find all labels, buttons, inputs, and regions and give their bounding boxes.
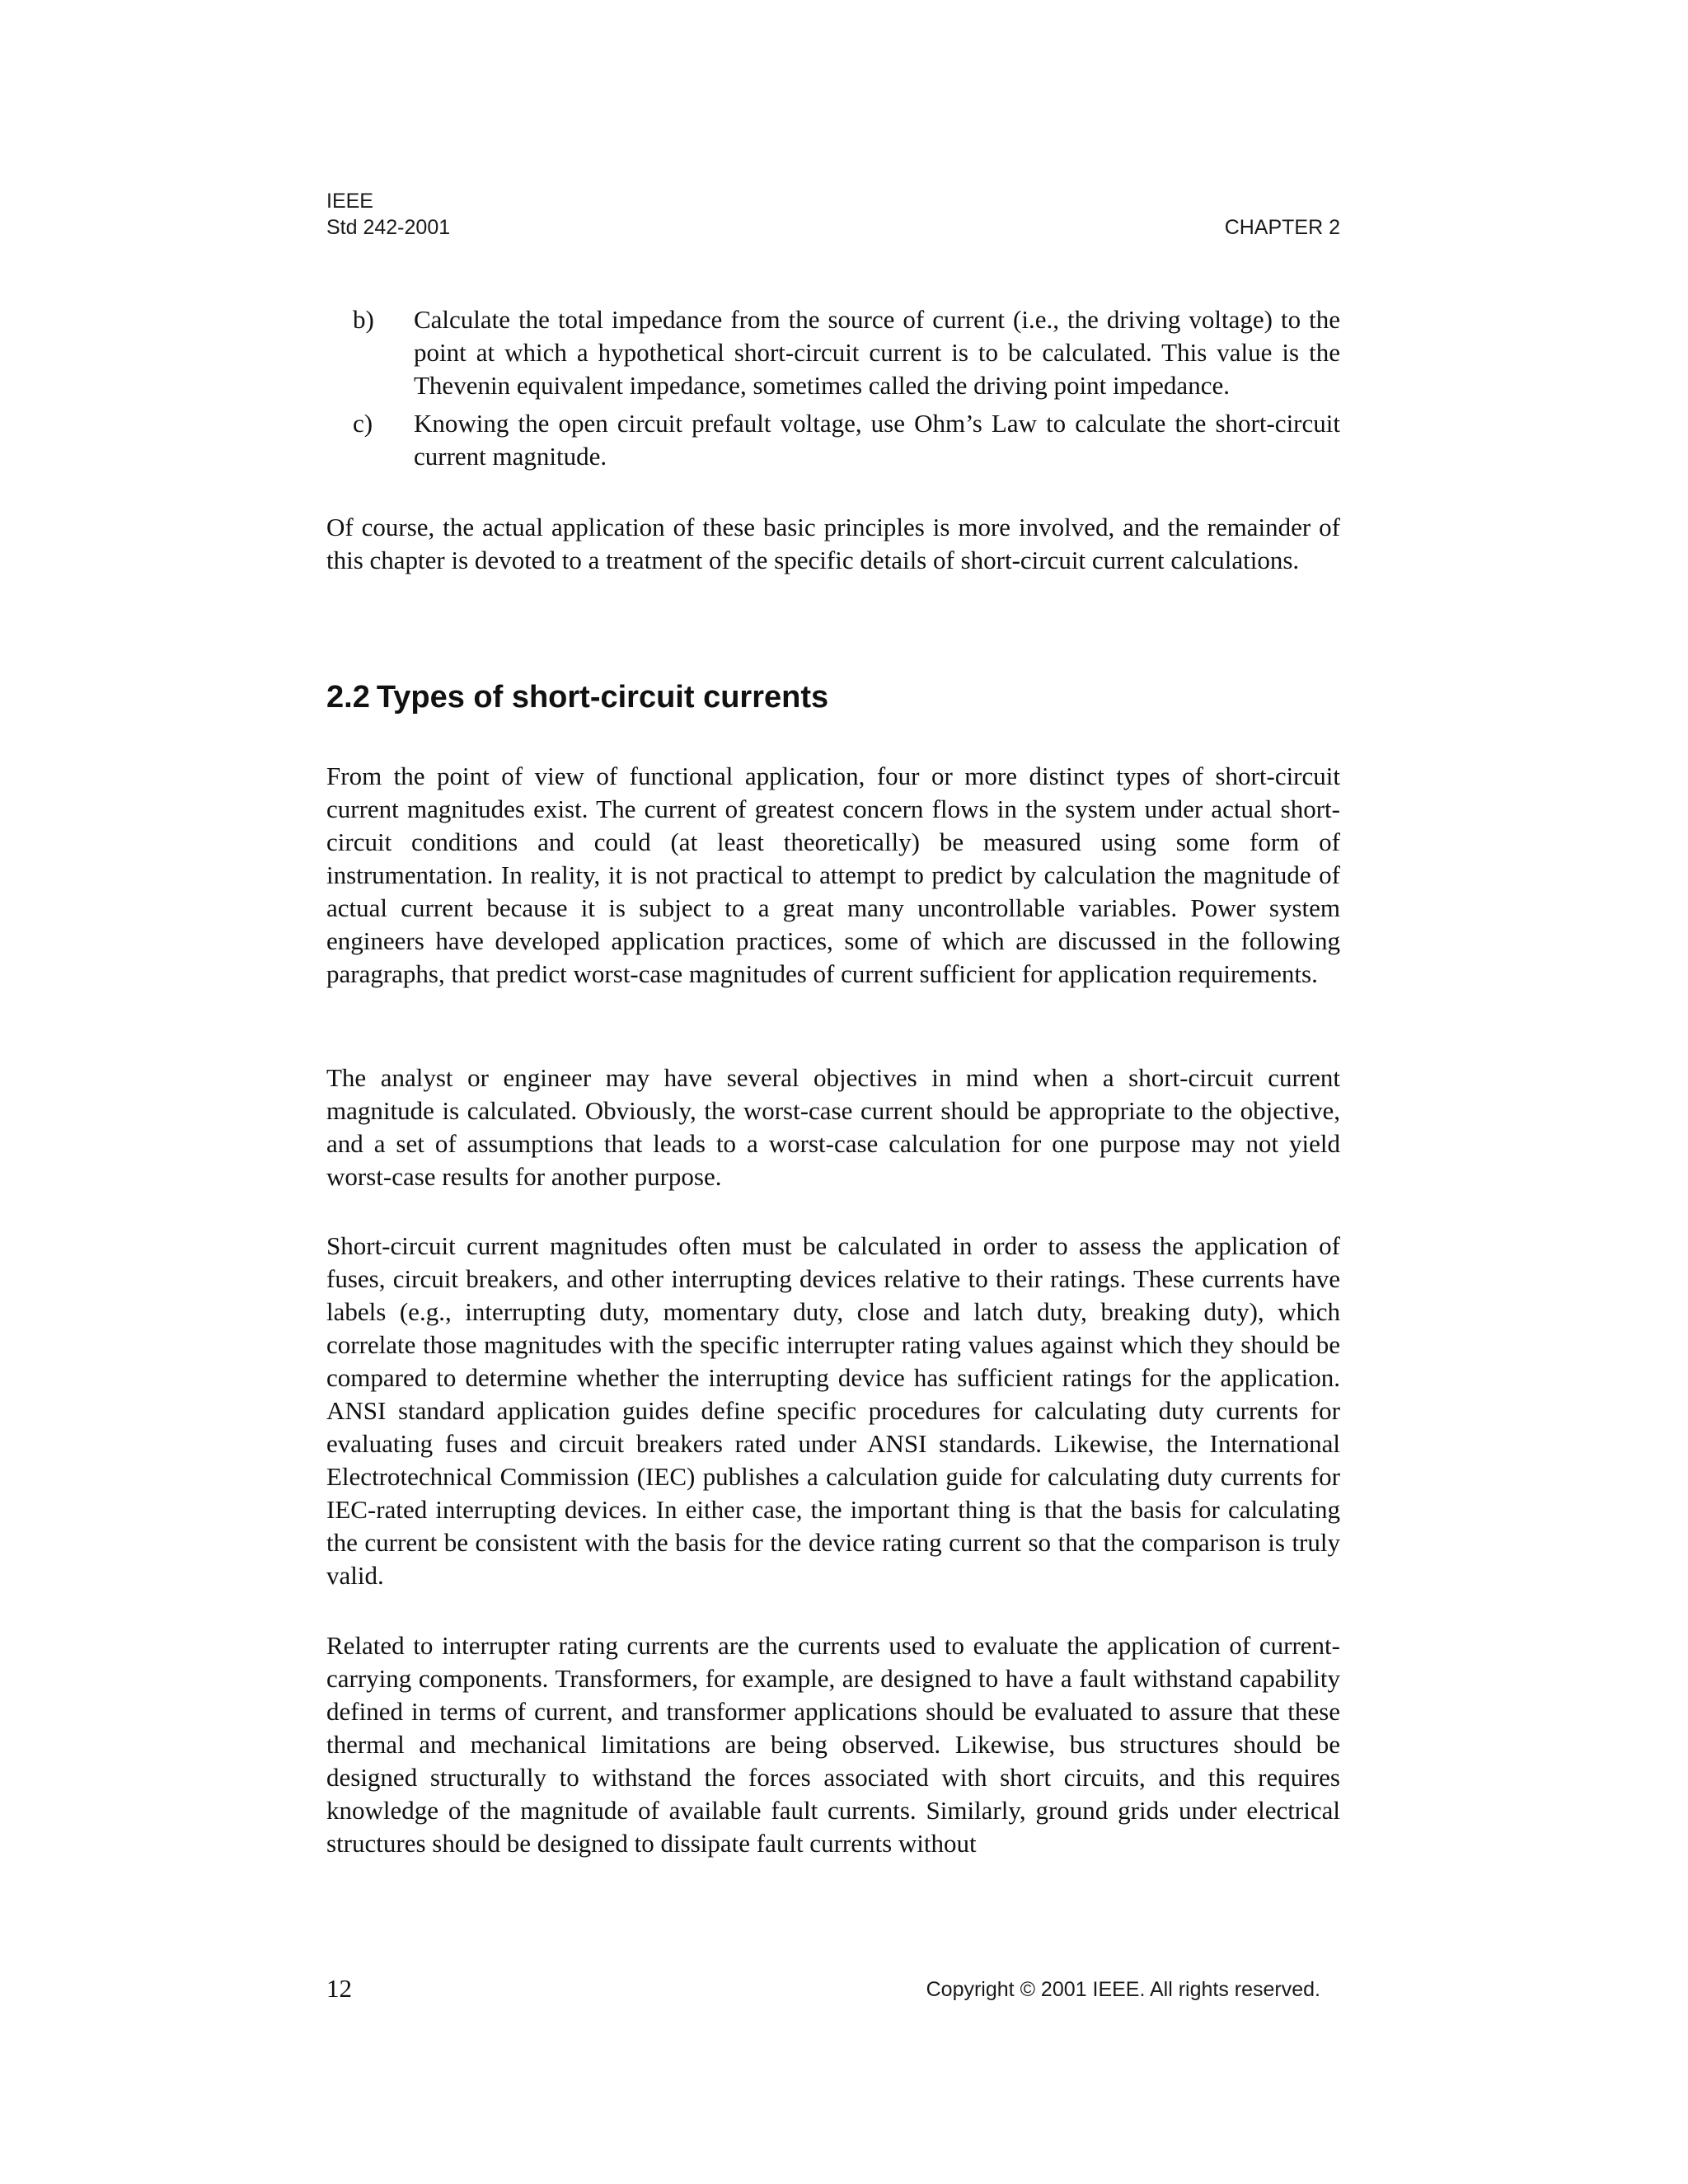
list-marker: c)	[353, 409, 373, 438]
paragraph-objectives: The analyst or engineer may have several objectives in mind when a short-circuit current magnitude is calculated. Obviously, the worst-case current should be appropriate to the objective, and a set of assumptions that leads to a worst-case calculation for one purpose may not yield worst-case results for another purpose.	[326, 1063, 1340, 1191]
list-item-text: Calculate the total impedance from the source of current (i.e., the driving voltage) to the point at which a hypothetical short-circuit current is to be calculated. This value is the Thevenin equivalent impedance, sometimes called the driving point impedance.	[414, 305, 1340, 400]
page-number: 12	[326, 1974, 352, 2003]
intro-paragraph: Of course, the actual application of these basic principles is more involved, and the remainder of this chapter is devoted to a treatment of the specific details of short-circuit current calculations.	[326, 513, 1340, 574]
copyright-notice: Copyright © 2001 IEEE. All rights reserved.	[926, 1978, 1320, 2001]
list-item-b	[326, 303, 1340, 402]
header-standard-number: Std 242-2001	[326, 216, 451, 239]
section-heading	[326, 680, 828, 715]
paragraph-functional-application: From the point of view of functional application, four or more distinct types of short-circuit current magnitudes exist. The current of greatest concern flows in the system under actual short-circuit conditions and could (at least theoretically) be measured using some form of instrumentation. In reality, it is not practical to attempt to predict by calculation the magnitude of actual current because it is subject to a great many uncontrollable variables. Power system engineers have developed application practices, some of which are discussed in the following paragraphs, that predict worst-case magnitudes of current sufficient for application requirements.	[326, 762, 1340, 988]
section-title: Types of short-circuit currents	[376, 680, 829, 715]
list-item-c	[326, 407, 1340, 473]
section-number: 2.2	[326, 680, 370, 715]
paragraph-interrupting-devices: Short-circuit current magnitudes often must be calculated in order to assess the application of fuses, circuit breakers, and other interrupting devices relative to their ratings. These currents have labels (e.g., interrupting duty, momentary duty, close and latch duty, breaking duty), which correlate those magnitudes with the specific interrupter rating values against which they should be compared to determine whether the interrupting device has sufficient ratings for the application. ANSI standard application guides define specific procedures for calculating duty currents for evaluating fuses and circuit breakers rated under ANSI standards. Likewise, the International Electrotechnical Commission (IEC) publishes a calculation guide for calculating duty currents for IEC-rated interrupting devices. In either case, the important thing is that the basis for calculating the current be consistent with the basis for the device rating current so that the comparison is truly valid.	[326, 1231, 1340, 1590]
header-chapter: CHAPTER 2	[1224, 216, 1340, 239]
running-header-left	[326, 188, 450, 241]
list-marker: b)	[353, 305, 374, 334]
header-org: IEEE	[326, 190, 373, 213]
list-item-text: Knowing the open circuit prefault voltage, use Ohm’s Law to calculate the short-circuit current magnitude.	[414, 409, 1340, 471]
paragraph-current-carrying-components: Related to interrupter rating currents are the currents used to evaluate the application of current-carrying components. Transformers, for example, are designed to have a fault withstand capability defined in terms of current, and transformer applications should be evaluated to assure that these thermal and mechanical limitations are being observed. Likewise, bus structures should be designed structurally to withstand the forces associated with short circuits, and this requires knowledge of the magnitude of available fault currents. Similarly, ground grids under electrical structures should be designed to dissipate fault currents without	[326, 1631, 1340, 1858]
